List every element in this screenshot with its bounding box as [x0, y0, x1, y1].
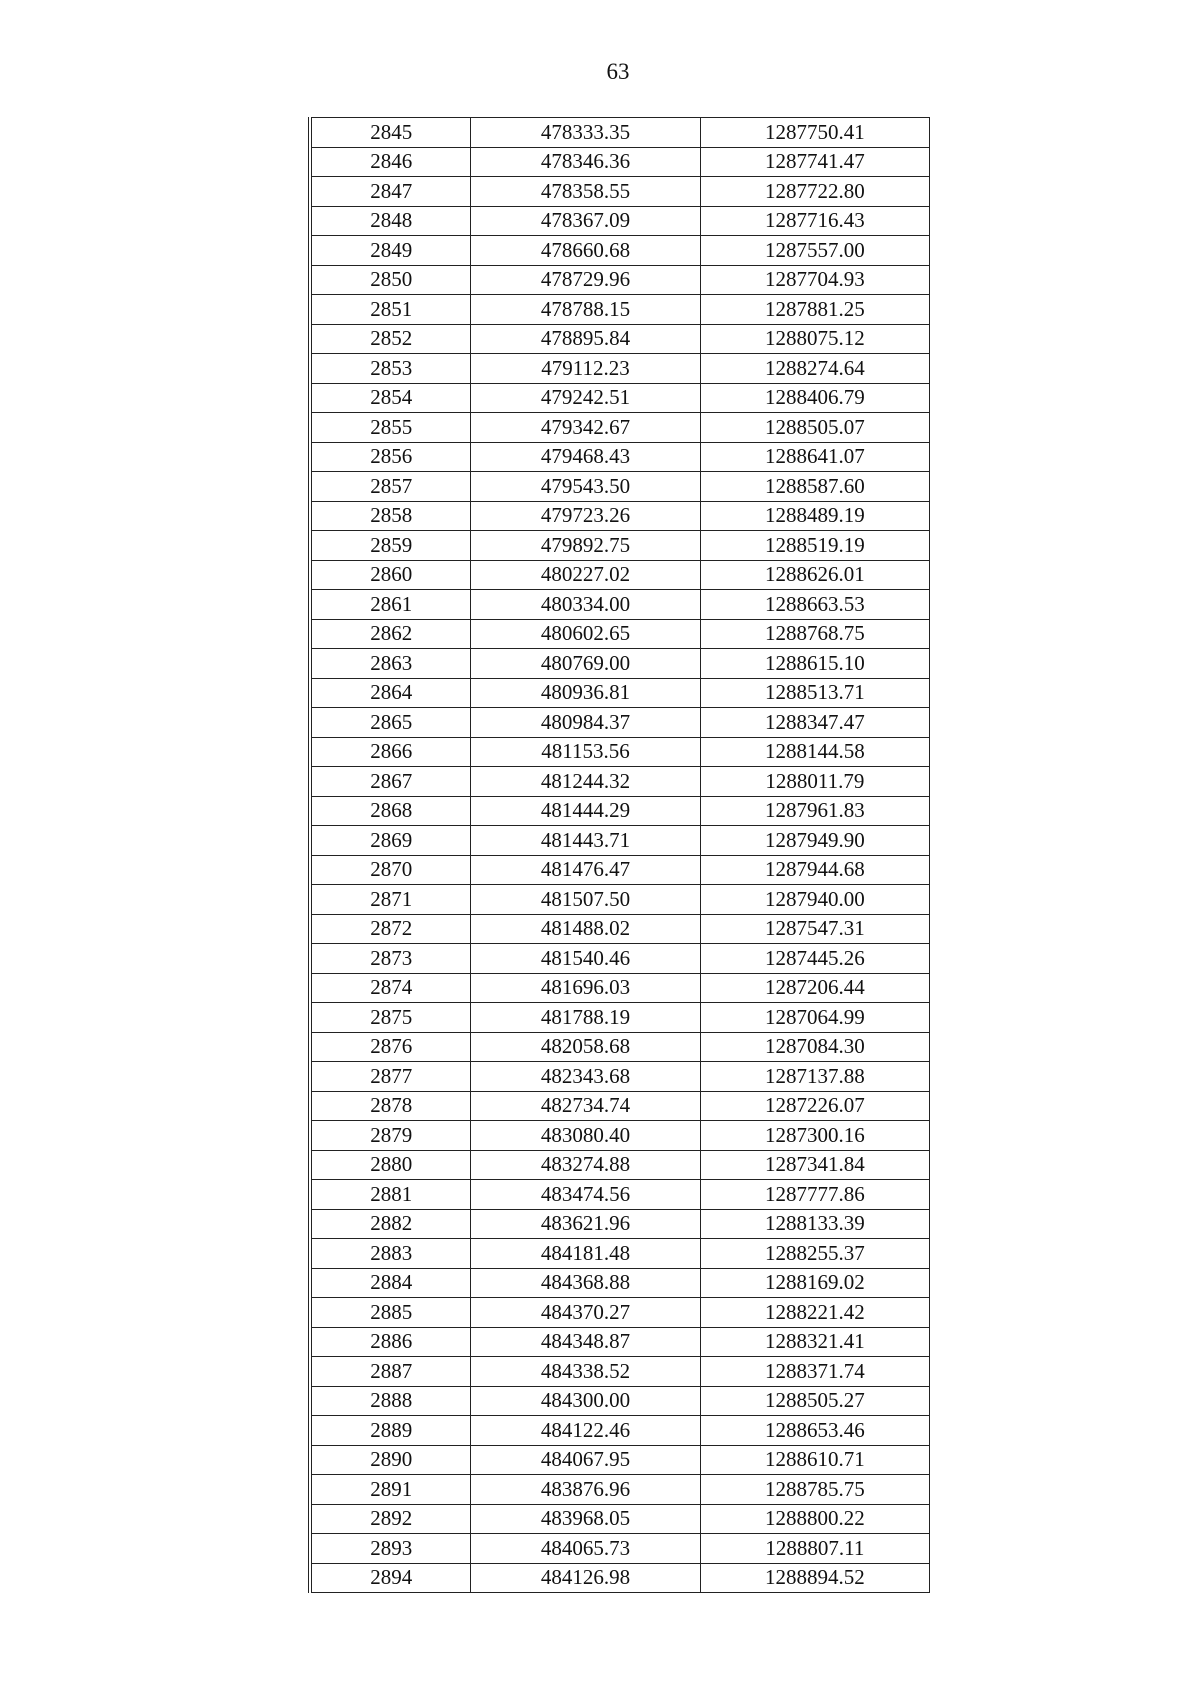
point-number-cell: 2873	[310, 944, 471, 974]
table-row	[310, 885, 930, 915]
point-number-cell: 2894	[310, 1563, 471, 1593]
point-number-cell: 2866	[310, 737, 471, 767]
table-row	[310, 678, 930, 708]
table-row	[310, 531, 930, 561]
y-coordinate-cell: 1288505.27	[700, 1386, 929, 1416]
x-coordinate-cell: 484300.00	[471, 1386, 700, 1416]
point-number-cell: 2881	[310, 1180, 471, 1210]
y-coordinate-cell: 1287961.83	[700, 796, 929, 826]
table-row	[310, 826, 930, 856]
table-row	[310, 1386, 930, 1416]
x-coordinate-cell: 480984.37	[471, 708, 700, 738]
y-coordinate-cell: 1288075.12	[700, 324, 929, 354]
point-number-cell: 2848	[310, 206, 471, 236]
table-row	[310, 147, 930, 177]
y-coordinate-cell: 1288663.53	[700, 590, 929, 620]
table-row	[310, 1298, 930, 1328]
point-number-cell: 2888	[310, 1386, 471, 1416]
point-number-cell: 2882	[310, 1209, 471, 1239]
table-row	[310, 236, 930, 266]
table-row	[310, 1209, 930, 1239]
y-coordinate-cell: 1287137.88	[700, 1062, 929, 1092]
table-row	[310, 1003, 930, 1033]
x-coordinate-cell: 484065.73	[471, 1534, 700, 1564]
point-number-cell: 2875	[310, 1003, 471, 1033]
point-number-cell: 2858	[310, 501, 471, 531]
point-number-cell: 2863	[310, 649, 471, 679]
table-row	[310, 1445, 930, 1475]
y-coordinate-cell: 1288653.46	[700, 1416, 929, 1446]
point-number-cell: 2850	[310, 265, 471, 295]
y-coordinate-cell: 1288221.42	[700, 1298, 929, 1328]
y-coordinate-cell: 1287881.25	[700, 295, 929, 325]
x-coordinate-cell: 484370.27	[471, 1298, 700, 1328]
x-coordinate-cell: 484122.46	[471, 1416, 700, 1446]
x-coordinate-cell: 483474.56	[471, 1180, 700, 1210]
x-coordinate-cell: 483621.96	[471, 1209, 700, 1239]
y-coordinate-cell: 1288800.22	[700, 1504, 929, 1534]
table-row	[310, 442, 930, 472]
x-coordinate-cell: 478895.84	[471, 324, 700, 354]
table-row	[310, 383, 930, 413]
x-coordinate-cell: 481507.50	[471, 885, 700, 915]
y-coordinate-cell: 1288255.37	[700, 1239, 929, 1269]
x-coordinate-cell: 478660.68	[471, 236, 700, 266]
table-row	[310, 590, 930, 620]
table-row	[310, 1150, 930, 1180]
table-row	[310, 1062, 930, 1092]
table-row	[310, 1416, 930, 1446]
table-row	[310, 265, 930, 295]
x-coordinate-cell: 483876.96	[471, 1475, 700, 1505]
y-coordinate-cell: 1288626.01	[700, 560, 929, 590]
y-coordinate-cell: 1288587.60	[700, 472, 929, 502]
point-number-cell: 2860	[310, 560, 471, 590]
x-coordinate-cell: 481444.29	[471, 796, 700, 826]
x-coordinate-cell: 481788.19	[471, 1003, 700, 1033]
table-row	[310, 737, 930, 767]
point-number-cell: 2846	[310, 147, 471, 177]
x-coordinate-cell: 484348.87	[471, 1327, 700, 1357]
point-number-cell: 2861	[310, 590, 471, 620]
x-coordinate-cell: 479242.51	[471, 383, 700, 413]
point-number-cell: 2851	[310, 295, 471, 325]
y-coordinate-cell: 1288274.64	[700, 354, 929, 384]
table-row	[310, 1534, 930, 1564]
point-number-cell: 2853	[310, 354, 471, 384]
x-coordinate-cell: 483080.40	[471, 1121, 700, 1151]
y-coordinate-cell: 1287445.26	[700, 944, 929, 974]
point-number-cell: 2879	[310, 1121, 471, 1151]
y-coordinate-cell: 1288321.41	[700, 1327, 929, 1357]
table-row	[310, 118, 930, 148]
point-number-cell: 2892	[310, 1504, 471, 1534]
table-row	[310, 354, 930, 384]
table-row	[310, 914, 930, 944]
table-row	[310, 560, 930, 590]
point-number-cell: 2870	[310, 855, 471, 885]
y-coordinate-cell: 1288894.52	[700, 1563, 929, 1593]
y-coordinate-cell: 1288133.39	[700, 1209, 929, 1239]
point-number-cell: 2849	[310, 236, 471, 266]
x-coordinate-cell: 480769.00	[471, 649, 700, 679]
y-coordinate-cell: 1287716.43	[700, 206, 929, 236]
x-coordinate-cell: 480602.65	[471, 619, 700, 649]
y-coordinate-cell: 1288489.19	[700, 501, 929, 531]
point-number-cell: 2864	[310, 678, 471, 708]
table-row	[310, 1032, 930, 1062]
point-number-cell: 2880	[310, 1150, 471, 1180]
point-number-cell: 2884	[310, 1268, 471, 1298]
table-row	[310, 1268, 930, 1298]
x-coordinate-cell: 483274.88	[471, 1150, 700, 1180]
point-number-cell: 2869	[310, 826, 471, 856]
x-coordinate-cell: 479342.67	[471, 413, 700, 443]
y-coordinate-cell: 1287226.07	[700, 1091, 929, 1121]
x-coordinate-cell: 484338.52	[471, 1357, 700, 1387]
y-coordinate-cell: 1288371.74	[700, 1357, 929, 1387]
table-row	[310, 1327, 930, 1357]
y-coordinate-cell: 1288807.11	[700, 1534, 929, 1564]
y-coordinate-cell: 1287557.00	[700, 236, 929, 266]
table-row	[310, 649, 930, 679]
y-coordinate-cell: 1287944.68	[700, 855, 929, 885]
point-number-cell: 2874	[310, 973, 471, 1003]
table-row	[310, 177, 930, 207]
point-number-cell: 2883	[310, 1239, 471, 1269]
table-row	[310, 206, 930, 236]
x-coordinate-cell: 481540.46	[471, 944, 700, 974]
x-coordinate-cell: 479723.26	[471, 501, 700, 531]
point-number-cell: 2878	[310, 1091, 471, 1121]
x-coordinate-cell: 482734.74	[471, 1091, 700, 1121]
x-coordinate-cell: 481696.03	[471, 973, 700, 1003]
y-coordinate-cell: 1287064.99	[700, 1003, 929, 1033]
point-number-cell: 2868	[310, 796, 471, 826]
y-coordinate-cell: 1287750.41	[700, 118, 929, 148]
x-coordinate-cell: 480227.02	[471, 560, 700, 590]
table-row	[310, 944, 930, 974]
table-row	[310, 1091, 930, 1121]
point-number-cell: 2885	[310, 1298, 471, 1328]
y-coordinate-cell: 1288785.75	[700, 1475, 929, 1505]
point-number-cell: 2857	[310, 472, 471, 502]
table-row	[310, 796, 930, 826]
y-coordinate-cell: 1288641.07	[700, 442, 929, 472]
page-number: 63	[606, 59, 630, 84]
y-coordinate-cell: 1287777.86	[700, 1180, 929, 1210]
point-number-cell: 2871	[310, 885, 471, 915]
y-coordinate-cell: 1287084.30	[700, 1032, 929, 1062]
y-coordinate-cell: 1288519.19	[700, 531, 929, 561]
x-coordinate-cell: 481244.32	[471, 767, 700, 797]
y-coordinate-cell: 1288513.71	[700, 678, 929, 708]
x-coordinate-cell: 479112.23	[471, 354, 700, 384]
point-number-cell: 2893	[310, 1534, 471, 1564]
x-coordinate-cell: 481488.02	[471, 914, 700, 944]
x-coordinate-cell: 484181.48	[471, 1239, 700, 1269]
x-coordinate-cell: 481153.56	[471, 737, 700, 767]
table-row	[310, 1180, 930, 1210]
point-number-cell: 2845	[310, 118, 471, 148]
point-number-cell: 2876	[310, 1032, 471, 1062]
y-coordinate-cell: 1288011.79	[700, 767, 929, 797]
y-coordinate-cell: 1287547.31	[700, 914, 929, 944]
point-number-cell: 2859	[310, 531, 471, 561]
point-number-cell: 2890	[310, 1445, 471, 1475]
point-number-cell: 2855	[310, 413, 471, 443]
table-row	[310, 1121, 930, 1151]
table-row	[310, 1563, 930, 1593]
x-coordinate-cell: 479543.50	[471, 472, 700, 502]
point-number-cell: 2886	[310, 1327, 471, 1357]
y-coordinate-cell: 1287206.44	[700, 973, 929, 1003]
point-number-cell: 2889	[310, 1416, 471, 1446]
x-coordinate-cell: 479468.43	[471, 442, 700, 472]
x-coordinate-cell: 484368.88	[471, 1268, 700, 1298]
y-coordinate-cell: 1288347.47	[700, 708, 929, 738]
y-coordinate-cell: 1287704.93	[700, 265, 929, 295]
point-number-cell: 2877	[310, 1062, 471, 1092]
table-row	[310, 501, 930, 531]
y-coordinate-cell: 1287722.80	[700, 177, 929, 207]
x-coordinate-cell: 479892.75	[471, 531, 700, 561]
y-coordinate-cell: 1287341.84	[700, 1150, 929, 1180]
point-number-cell: 2865	[310, 708, 471, 738]
x-coordinate-cell: 484126.98	[471, 1563, 700, 1593]
point-number-cell: 2862	[310, 619, 471, 649]
table-row	[310, 855, 930, 885]
x-coordinate-cell: 481476.47	[471, 855, 700, 885]
y-coordinate-cell: 1288615.10	[700, 649, 929, 679]
table-row	[310, 1475, 930, 1505]
table-row	[310, 324, 930, 354]
table-row	[310, 708, 930, 738]
x-coordinate-cell: 478358.55	[471, 177, 700, 207]
table-row	[310, 295, 930, 325]
point-number-cell: 2891	[310, 1475, 471, 1505]
y-coordinate-cell: 1288610.71	[700, 1445, 929, 1475]
x-coordinate-cell: 483968.05	[471, 1504, 700, 1534]
y-coordinate-cell: 1288169.02	[700, 1268, 929, 1298]
x-coordinate-cell: 484067.95	[471, 1445, 700, 1475]
y-coordinate-cell: 1288144.58	[700, 737, 929, 767]
x-coordinate-cell: 481443.71	[471, 826, 700, 856]
x-coordinate-cell: 480334.00	[471, 590, 700, 620]
y-coordinate-cell: 1287741.47	[700, 147, 929, 177]
x-coordinate-cell: 478333.35	[471, 118, 700, 148]
y-coordinate-cell: 1288505.07	[700, 413, 929, 443]
y-coordinate-cell: 1287940.00	[700, 885, 929, 915]
point-number-cell: 2852	[310, 324, 471, 354]
x-coordinate-cell: 478346.36	[471, 147, 700, 177]
point-number-cell: 2854	[310, 383, 471, 413]
y-coordinate-cell: 1288406.79	[700, 383, 929, 413]
y-coordinate-cell: 1288768.75	[700, 619, 929, 649]
x-coordinate-cell: 478729.96	[471, 265, 700, 295]
table-row	[310, 413, 930, 443]
table-row	[310, 1357, 930, 1387]
point-number-cell: 2887	[310, 1357, 471, 1387]
x-coordinate-cell: 478788.15	[471, 295, 700, 325]
coordinates-table	[308, 117, 930, 1593]
table-body	[310, 118, 930, 1593]
point-number-cell: 2847	[310, 177, 471, 207]
table-row	[310, 472, 930, 502]
table-row	[310, 1239, 930, 1269]
table-row	[310, 619, 930, 649]
table-row	[310, 973, 930, 1003]
table-row	[310, 1504, 930, 1534]
point-number-cell: 2872	[310, 914, 471, 944]
y-coordinate-cell: 1287949.90	[700, 826, 929, 856]
table-row	[310, 767, 930, 797]
x-coordinate-cell: 482343.68	[471, 1062, 700, 1092]
y-coordinate-cell: 1287300.16	[700, 1121, 929, 1151]
point-number-cell: 2856	[310, 442, 471, 472]
x-coordinate-cell: 482058.68	[471, 1032, 700, 1062]
point-number-cell: 2867	[310, 767, 471, 797]
x-coordinate-cell: 478367.09	[471, 206, 700, 236]
x-coordinate-cell: 480936.81	[471, 678, 700, 708]
